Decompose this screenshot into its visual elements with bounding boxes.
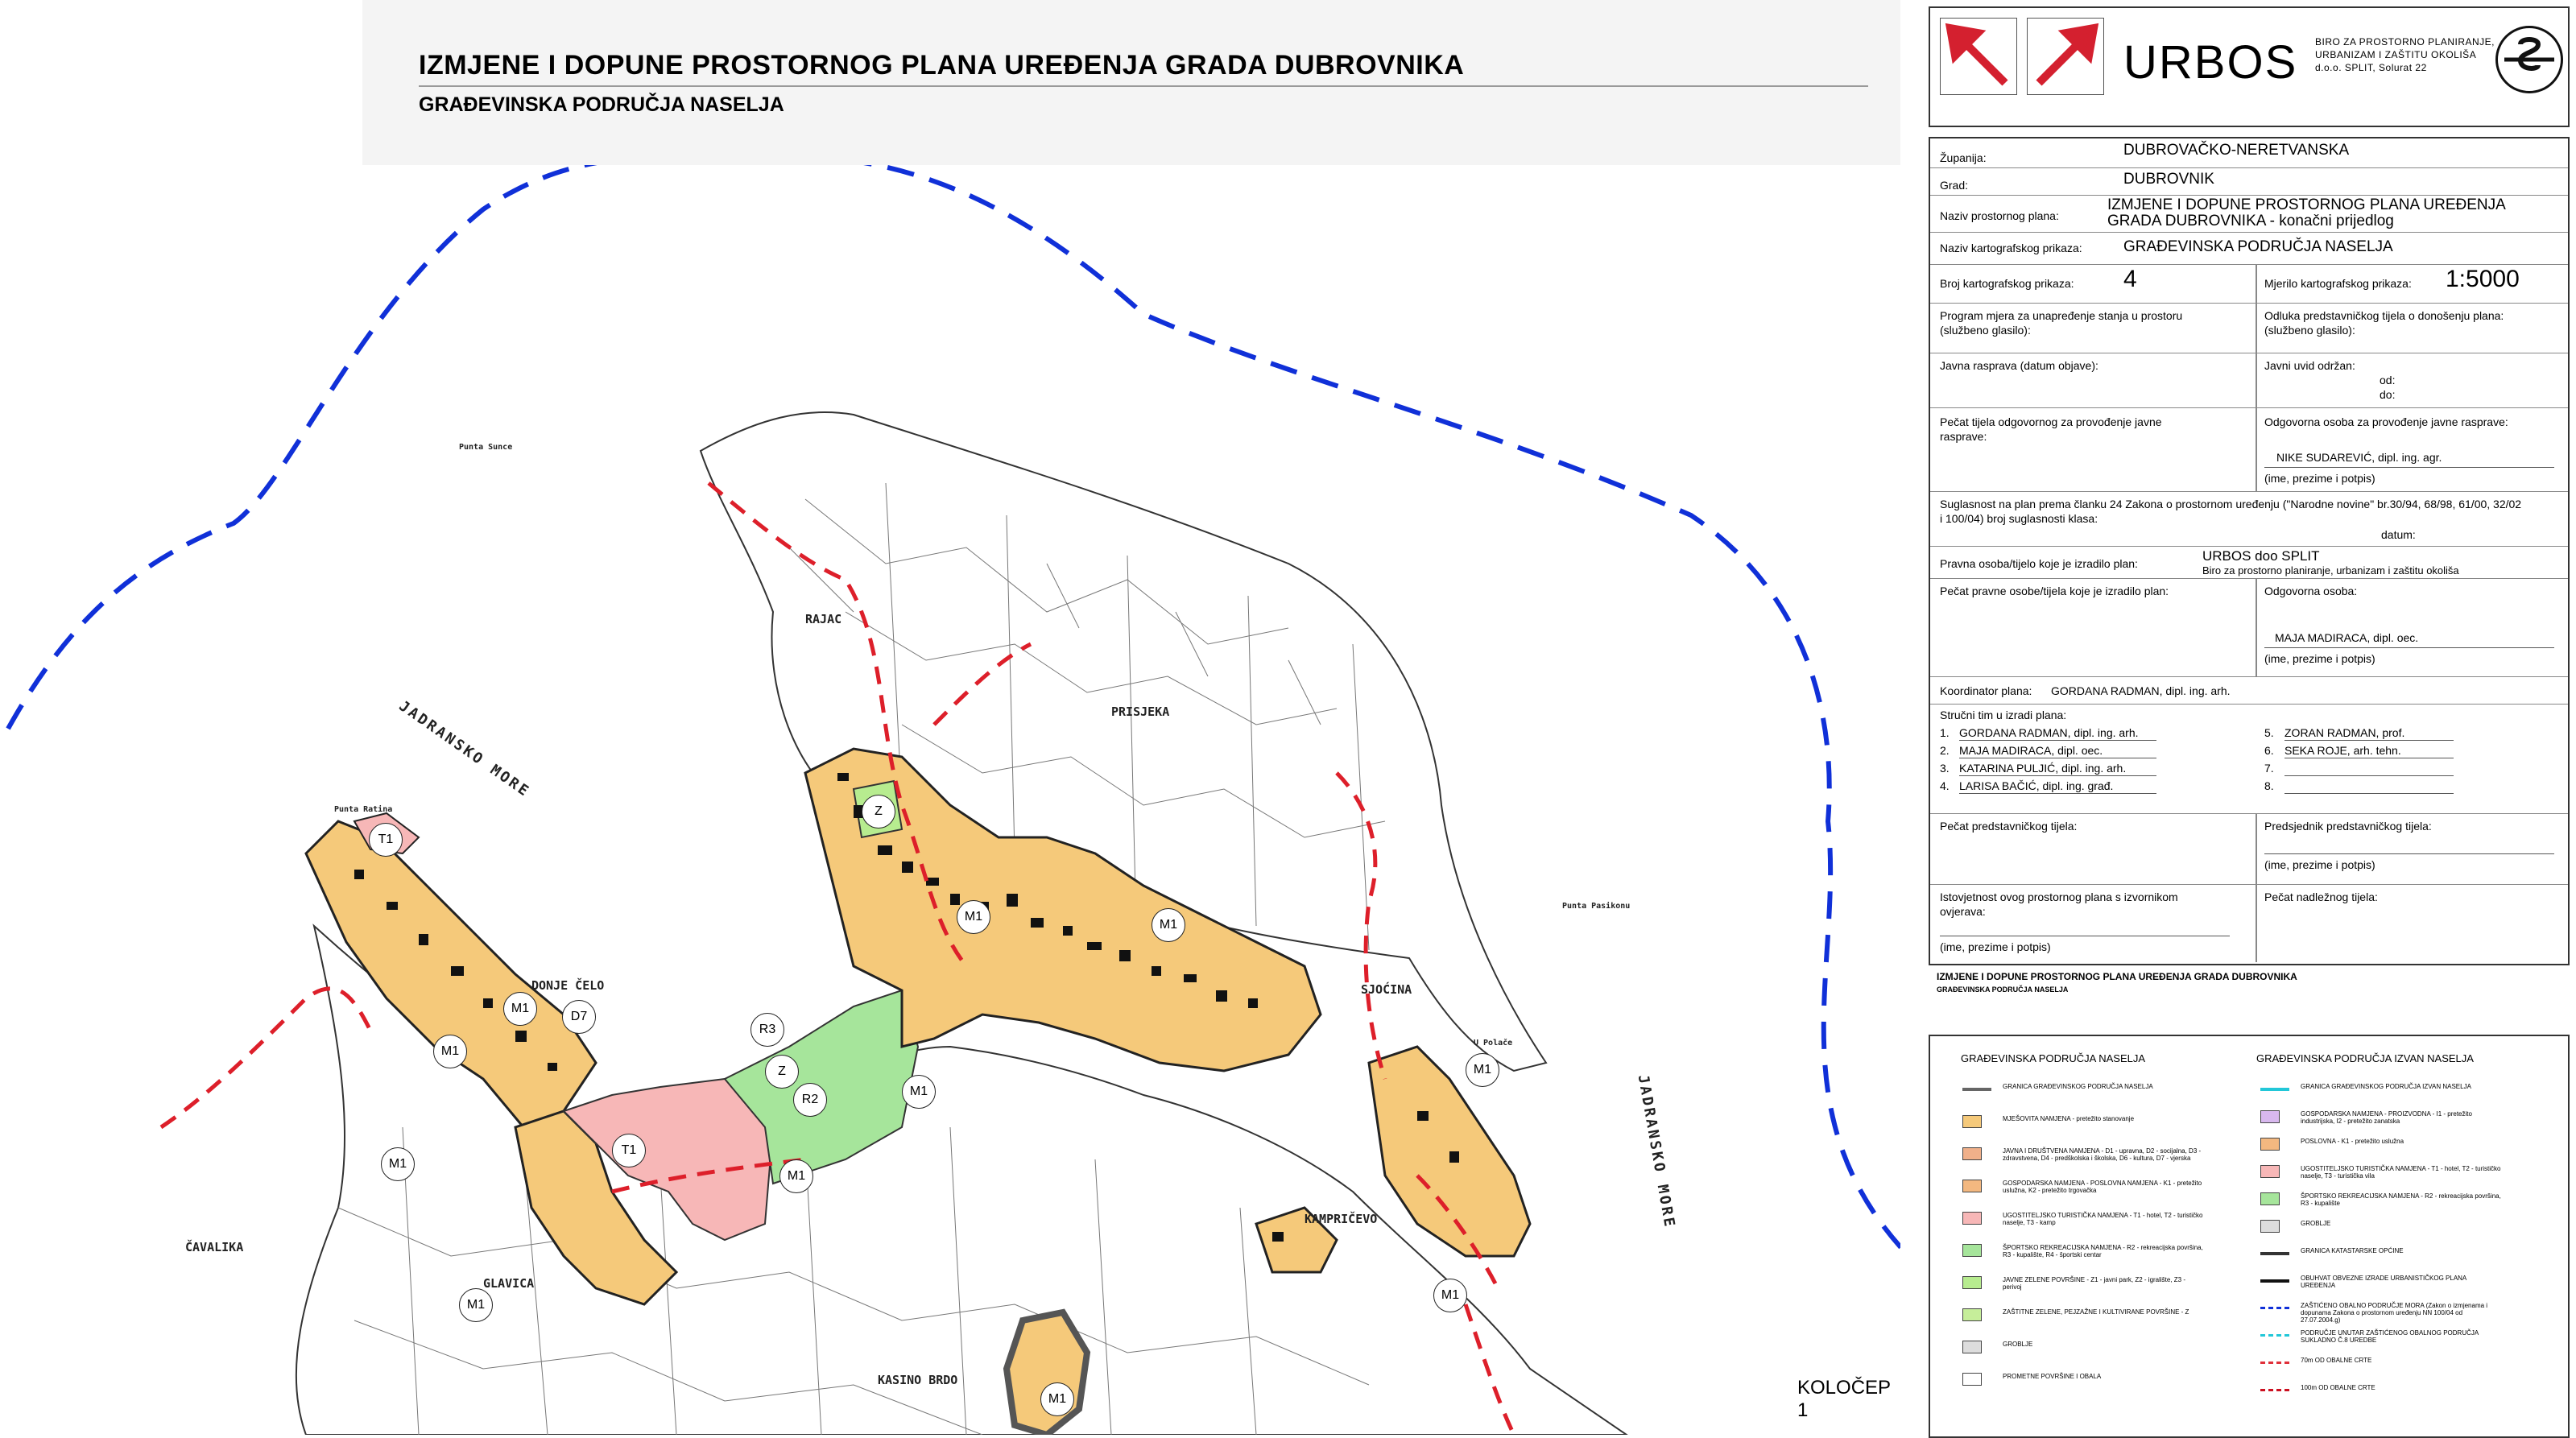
odluka-label-2: (službeno glasilo):	[2264, 324, 2355, 337]
panel-plan-subtitle: GRAĐEVINSKA PODRUČJA NASELJA	[1937, 986, 2069, 994]
legend-label: 70m OD OBALNE CRTE	[2301, 1357, 2372, 1364]
tim-member: SEKA ROJE, arh. tehn.	[2284, 744, 2401, 757]
row-strucni-tim	[1930, 704, 2568, 814]
zone-code-m1: M1	[503, 992, 537, 1026]
legend-label: 100m OD OBALNE CRTE	[2301, 1384, 2375, 1391]
legend-line-symbol	[2260, 1088, 2289, 1091]
pecat-predstavnickog-label: Pečat predstavničkog tijela:	[1940, 820, 2078, 833]
legend-swatch	[1962, 1147, 1982, 1160]
row-koordinator	[1930, 676, 2568, 705]
zone-code-m1: M1	[1433, 1279, 1467, 1312]
program-label-2: (službeno glasilo):	[1940, 324, 2031, 337]
legend-label: MJEŠOVITA NAMJENA - pretežito stanovanje	[2003, 1115, 2135, 1122]
legend-label: OBUHVAT OBVEZNE IZRADE URBANISTIČKOG PLANA UREĐENJA	[2301, 1275, 2466, 1289]
legend-label: GOSPODARSKA NAMJENA - PROIZVODNA - I1 - pretežito industrijska, I2 - pretežito zanatska	[2301, 1110, 2472, 1125]
zone-code-t1: T1	[369, 823, 403, 857]
legend-item	[1962, 1341, 2236, 1355]
zupanija-label: Županija:	[1940, 151, 1987, 164]
legend-item	[2260, 1138, 2558, 1152]
zone-code-m1: M1	[957, 900, 990, 934]
pecat-pravne-label: Pečat pravne osobe/tijela koje je izradilo plan:	[1940, 585, 2169, 597]
tim-member: GORDANA RADMAN, dipl. ing. arh.	[1959, 726, 2139, 739]
row-pecat-pravne	[1930, 578, 2568, 677]
zone-code-m1: M1	[779, 1159, 813, 1193]
legend-swatch	[2260, 1192, 2280, 1205]
urbos-logo-box	[1929, 6, 2570, 127]
legend-label: GRANICA KATASTARSKE OPĆINE	[2301, 1247, 2404, 1254]
legend-label: UGOSTITELJSKO TURISTIČKA NAMJENA - T1 - hotel, T2 - turističko naselje, T3 - turistička vila	[2301, 1165, 2501, 1180]
zone-code-m1: M1	[1040, 1382, 1074, 1416]
label-u-polace: U Polače	[1474, 1039, 1513, 1048]
legend-swatch	[1962, 1212, 1982, 1225]
label-donje-celo: DONJE ČELO	[531, 978, 605, 993]
legend-item	[1962, 1276, 2236, 1291]
legend-item	[2260, 1329, 2558, 1344]
ime-prezime-potpis: (ime, prezime i potpis)	[2264, 858, 2375, 871]
legend-item	[1962, 1212, 2236, 1226]
legend-line-symbol	[2260, 1362, 2289, 1364]
legend-label: UGOSTITELJSKO TURISTIČKA NAMJENA - T1 - hotel, T2 - turističko naselje, T3 - kamp	[2003, 1212, 2203, 1226]
label-cavalika: ČAVALIKA	[185, 1240, 244, 1254]
naziv-plana-label: Naziv prostornog plana:	[1940, 209, 2059, 222]
mjerilo-label: Mjerilo kartografskog prikaza:	[2264, 277, 2412, 290]
zone-code-t1: T1	[612, 1134, 646, 1167]
label-punta-pasikonu: Punta Pasikonu	[1562, 902, 1631, 911]
od-label: od:	[2380, 374, 2396, 386]
odluka-label-1: Odluka predstavničkog tijela o donošenju plana:	[2264, 309, 2504, 322]
istovjetnost-line2: ovjerava:	[1940, 905, 1986, 918]
legend-label: GOSPODARSKA NAMJENA - POSLOVNA NAMJENA - K1 - pretežito uslužna, K2 - pretežito trgovačka	[2003, 1180, 2202, 1194]
mjerilo-value: 1:5000	[2446, 266, 2520, 292]
zone-code-z: Z	[765, 1055, 799, 1089]
naziv-plana-line2: GRADA DUBROVNIKA - konačni prijedlog	[2107, 213, 2394, 229]
zone-code-m1: M1	[902, 1075, 936, 1109]
zone-code-r2: R2	[793, 1083, 827, 1117]
legend-left-column	[1962, 1083, 2236, 1429]
legend-line-symbol	[2260, 1334, 2289, 1337]
legend-head-left: GRAĐEVINSKA PODRUČJA NASELJA	[1961, 1052, 2146, 1064]
naziv-prikaza-label: Naziv kartografskog prikaza:	[1940, 242, 2082, 254]
legend-item	[2260, 1357, 2558, 1371]
label-jadransko-more-east: JADRANSKO MORE	[1634, 1073, 1679, 1230]
label-prisjeka: PRISJEKA	[1111, 705, 1170, 719]
legend-item	[1962, 1373, 2236, 1387]
company-description: BIRO ZA PROSTORNO PLANIRANJE, URBANIZAM I ZAŠTITU OKOLIŠA d.o.o. SPLIT, Solurat 22	[2315, 36, 2495, 73]
tim-number: 2.	[1940, 744, 1950, 757]
legend-label: PROMETNE POVRŠINE I OBALA	[2003, 1373, 2102, 1380]
tim-number: 8.	[2264, 779, 2274, 792]
legend-line-symbol	[2260, 1252, 2289, 1255]
legend-label: GRANICA GRAĐEVINSKOG PODRUČJA NASELJA	[2003, 1083, 2153, 1090]
javni-uvid-label: Javni uvid održan:	[2264, 359, 2355, 372]
istovjetnost-line1: Istovjetnost ovog prostornog plana s izvornikom	[1940, 890, 2178, 903]
grad-label: Grad:	[1940, 179, 1969, 192]
legend-swatch	[1962, 1180, 1982, 1192]
legend-item	[1962, 1115, 2236, 1130]
company-seal-icon	[2495, 26, 2563, 93]
legend-swatch	[1962, 1341, 1982, 1353]
row-javna-rasprava	[1930, 353, 2568, 408]
arrow-northwest-icon	[1940, 18, 2017, 95]
label-sjocina: SJOĆINA	[1361, 982, 1412, 997]
javna-rasprava-label: Javna rasprava (datum objave):	[1940, 359, 2098, 372]
zone-code-z: Z	[862, 795, 895, 829]
ime-prezime-potpis: (ime, prezime i potpis)	[2264, 472, 2375, 485]
row-broj-mjerilo	[1930, 264, 2568, 304]
legend-label: GROBLJE	[2301, 1220, 2331, 1227]
signature-line	[2264, 647, 2554, 648]
legend-item	[2260, 1247, 2558, 1262]
tim-underline	[1959, 793, 2156, 794]
zone-code-r3: R3	[750, 1013, 784, 1047]
pecat-nadleznog-label: Pečat nadležnog tijela:	[2264, 890, 2378, 903]
legend-swatch	[1962, 1373, 1982, 1386]
legend-label: GRANICA GRAĐEVINSKOG PODRUČJA IZVAN NASELJA	[2301, 1083, 2471, 1090]
zone-code-d7: D7	[562, 1000, 596, 1034]
legend-item	[1962, 1083, 2236, 1097]
pecat-tijela-label-1: Pečat tijela odgovornog za provođenje javne	[1940, 415, 2162, 428]
arrow-northeast-icon	[2027, 18, 2104, 95]
zone-code-m1: M1	[381, 1147, 415, 1181]
title-divider	[419, 85, 1868, 87]
tim-number: 7.	[2264, 762, 2274, 775]
odgovorna-osoba-value: MAJA MADIRACA, dipl. oec.	[2275, 631, 2419, 644]
panel-plan-title: IZMJENE I DOPUNE PROSTORNOG PLANA UREĐENJA GRADA DUBROVNIKA	[1937, 971, 2297, 982]
legend-item	[1962, 1244, 2236, 1258]
row-naziv-prikaza	[1930, 232, 2568, 265]
legend-item	[2260, 1110, 2558, 1125]
row-pecat-tijela	[1930, 407, 2568, 492]
zone-code-m1: M1	[459, 1288, 493, 1322]
tim-underline	[1959, 775, 2156, 776]
title-block	[362, 0, 1900, 165]
tim-member: KATARINA PULJIĆ, dipl. ing. arh.	[1959, 762, 2127, 775]
tim-underline	[2284, 793, 2454, 794]
ime-prezime-potpis: (ime, prezime i potpis)	[2264, 652, 2375, 665]
column-divider	[2256, 264, 2257, 491]
map-subtitle: GRAĐEVINSKA PODRUČJA NASELJA	[419, 93, 784, 116]
signature-line	[2264, 853, 2554, 854]
tim-number: 6.	[2264, 744, 2274, 757]
pravna-osoba-opis: Biro za prostorno planiranje, urbanizam i zaštitu okoliša	[2202, 564, 2459, 576]
zone-code-m1: M1	[433, 1035, 467, 1068]
odgovorna-osoba-rasprave-label: Odgovorna osoba za provođenje javne rasprave:	[2264, 415, 2508, 428]
row-suglasnost	[1930, 491, 2568, 547]
label-punta-ratina: Punta Ratina	[334, 805, 393, 814]
tim-underline	[2284, 740, 2454, 741]
legend-label: ŠPORTSKO REKREACIJSKA NAMJENA - R2 - rekreacijska površina, R3 - kupalište	[2301, 1192, 2501, 1207]
legend-item	[2260, 1083, 2558, 1097]
strucni-tim-label: Stručni tim u izradi plana:	[1940, 709, 2067, 721]
legend-item	[2260, 1192, 2558, 1207]
row-naziv-plana	[1930, 195, 2568, 233]
naziv-plana-line1: IZMJENE I DOPUNE PROSTORNOG PLANA UREĐENJA	[2107, 196, 2506, 213]
tim-number: 4.	[1940, 779, 1950, 792]
legend-label: POSLOVNA - K1 - pretežito uslužna	[2301, 1138, 2404, 1145]
legend-swatch	[2260, 1138, 2280, 1151]
koordinator-label: Koordinator plana:	[1940, 684, 2032, 697]
map-legend	[1929, 1035, 2570, 1438]
koordinator-value: GORDANA RADMAN, dipl. ing. arh.	[2051, 684, 2231, 697]
tim-underline	[2284, 775, 2454, 776]
ime-prezime-potpis: (ime, prezime i potpis)	[1940, 940, 2051, 953]
legend-label: ZAŠTITNE ZELENE, PEJZAŽNE I KULTIVIRANE POVRŠINE - Z	[2003, 1308, 2189, 1316]
tim-member: LARISA BAČIĆ, dipl. ing. građ.	[1959, 779, 2114, 792]
legend-line-symbol	[2260, 1307, 2289, 1309]
legend-swatch	[1962, 1308, 1982, 1321]
legend-line-symbol	[1962, 1088, 1991, 1091]
legend-item	[2260, 1275, 2558, 1289]
pecat-tijela-label-2: rasprave:	[1940, 430, 1987, 443]
row-grad	[1930, 167, 2568, 196]
legend-label: PODRUČJE UNUTAR ZAŠTIĆENOG OBALNOG PODRUČJA SUKLADNO Č.8 UREDBE	[2301, 1329, 2479, 1344]
tim-underline	[1959, 740, 2156, 741]
label-punta-sunce: Punta Sunce	[459, 443, 513, 452]
legend-item	[1962, 1308, 2236, 1323]
company-name: URBOS	[2123, 36, 2298, 89]
pravna-osoba-value: URBOS doo SPLIT	[2202, 548, 2320, 564]
legend-label: JAVNA I DRUŠTVENA NAMJENA - D1 - upravna, D2 - socijalna, D3 - zdravstvena, D4 - predškolska i školska, D6 - kultura, D7 - vjerska	[2003, 1147, 2202, 1162]
legend-item	[2260, 1302, 2558, 1324]
label-rajac: RAJAC	[805, 612, 842, 626]
legend-right-column	[2260, 1083, 2558, 1429]
map-title: IZMJENE I DOPUNE PROSTORNOG PLANA UREĐENJA GRADA DUBROVNIKA	[419, 50, 1465, 81]
label-kampricevo: KAMPRIČEVO	[1305, 1212, 1378, 1226]
legend-swatch	[1962, 1276, 1982, 1289]
suglasnost-line2: i 100/04) broj suglasnosti klasa:	[1940, 512, 2098, 525]
odgovorna-osoba-label: Odgovorna osoba:	[2264, 585, 2358, 597]
legend-swatch	[1962, 1244, 1982, 1257]
signature-line	[2264, 467, 2554, 468]
row-predstavnicko	[1930, 813, 2568, 885]
label-kasino-brdo: KASINO BRDO	[878, 1373, 958, 1387]
legend-item	[1962, 1147, 2236, 1162]
row-zupanija	[1930, 138, 2568, 168]
tim-number: 5.	[2264, 726, 2274, 739]
odgovorna-osoba-rasprave-value: NIKE SUDAREVIĆ, dipl. ing. agr.	[2276, 451, 2442, 464]
legend-swatch	[2260, 1220, 2280, 1233]
legend-item	[1962, 1180, 2236, 1194]
broj-label: Broj kartografskog prikaza:	[1940, 277, 2074, 290]
tim-number: 3.	[1940, 762, 1950, 775]
legend-head-right: GRAĐEVINSKA PODRUČJA IZVAN NASELJA	[2256, 1052, 2474, 1064]
tim-member: ZORAN RADMAN, prof.	[2284, 726, 2405, 739]
tim-member: MAJA MADIRACA, dipl. oec.	[1959, 744, 2103, 757]
program-label-1: Program mjera za unapređenje stanja u prostoru	[1940, 309, 2183, 322]
legend-label: GROBLJE	[2003, 1341, 2033, 1348]
row-pravna-osoba	[1930, 546, 2568, 579]
legend-label: ŠPORTSKO REKREACIJSKA NAMJENA - R2 - rekreacijska površina, R3 - kupalište, R4 - športski centar	[2003, 1244, 2203, 1258]
column-divider	[2256, 813, 2257, 962]
legend-item	[2260, 1165, 2558, 1180]
legend-swatch	[1962, 1115, 1982, 1128]
legend-item	[2260, 1220, 2558, 1234]
do-label: do:	[2380, 388, 2396, 401]
grad-value: DUBROVNIK	[2123, 171, 2214, 188]
zupanija-value: DUBROVAČKO-NERETVANSKA	[2123, 142, 2350, 159]
broj-value: 4	[2123, 266, 2137, 292]
row-program-odluka	[1930, 303, 2568, 353]
zone-code-m1: M1	[1152, 908, 1185, 942]
legend-label: ZAŠTIĆENO OBALNO PODRUČJE MORA (Zakon o izmjenama i dopunama Zakona o prostornom uređenju NN 100/04 od 27.07.2004.g)	[2301, 1302, 2488, 1324]
island-name: KOLOČEP 1	[1797, 1377, 1891, 1421]
datum-label: datum:	[2381, 528, 2416, 541]
column-divider	[2256, 578, 2257, 676]
legend-line-symbol	[2260, 1389, 2289, 1391]
legend-item	[2260, 1384, 2558, 1399]
row-istovjetnost	[1930, 884, 2568, 962]
label-glavica: GLAVICA	[483, 1276, 535, 1291]
predsjednik-label: Predsjednik predstavničkog tijela:	[2264, 820, 2432, 833]
naziv-prikaza-value: GRAĐEVINSKA PODRUČJA NASELJA	[2123, 238, 2393, 255]
legend-swatch	[2260, 1110, 2280, 1123]
tim-number: 1.	[1940, 726, 1950, 739]
pravna-osoba-label: Pravna osoba/tijelo koje je izradilo plan:	[1940, 557, 2138, 570]
plan-info-table	[1929, 137, 2570, 965]
legend-label: JAVNE ZELENE POVRŠINE - Z1 - javni park, Z2 - igralište, Z3 - perivoj	[2003, 1276, 2186, 1291]
zone-code-m1: M1	[1466, 1053, 1499, 1087]
suglasnost-line1: Suglasnost na plan prema članku 24 Zakona o prostornom uređenju ("Narodne novine" br.30/94, 68/98, 61/00, 32/02	[1940, 498, 2522, 510]
legend-line-symbol	[2260, 1279, 2289, 1283]
label-jadransko-more-west: JADRANSKO MORE	[395, 697, 534, 801]
legend-swatch	[2260, 1165, 2280, 1178]
